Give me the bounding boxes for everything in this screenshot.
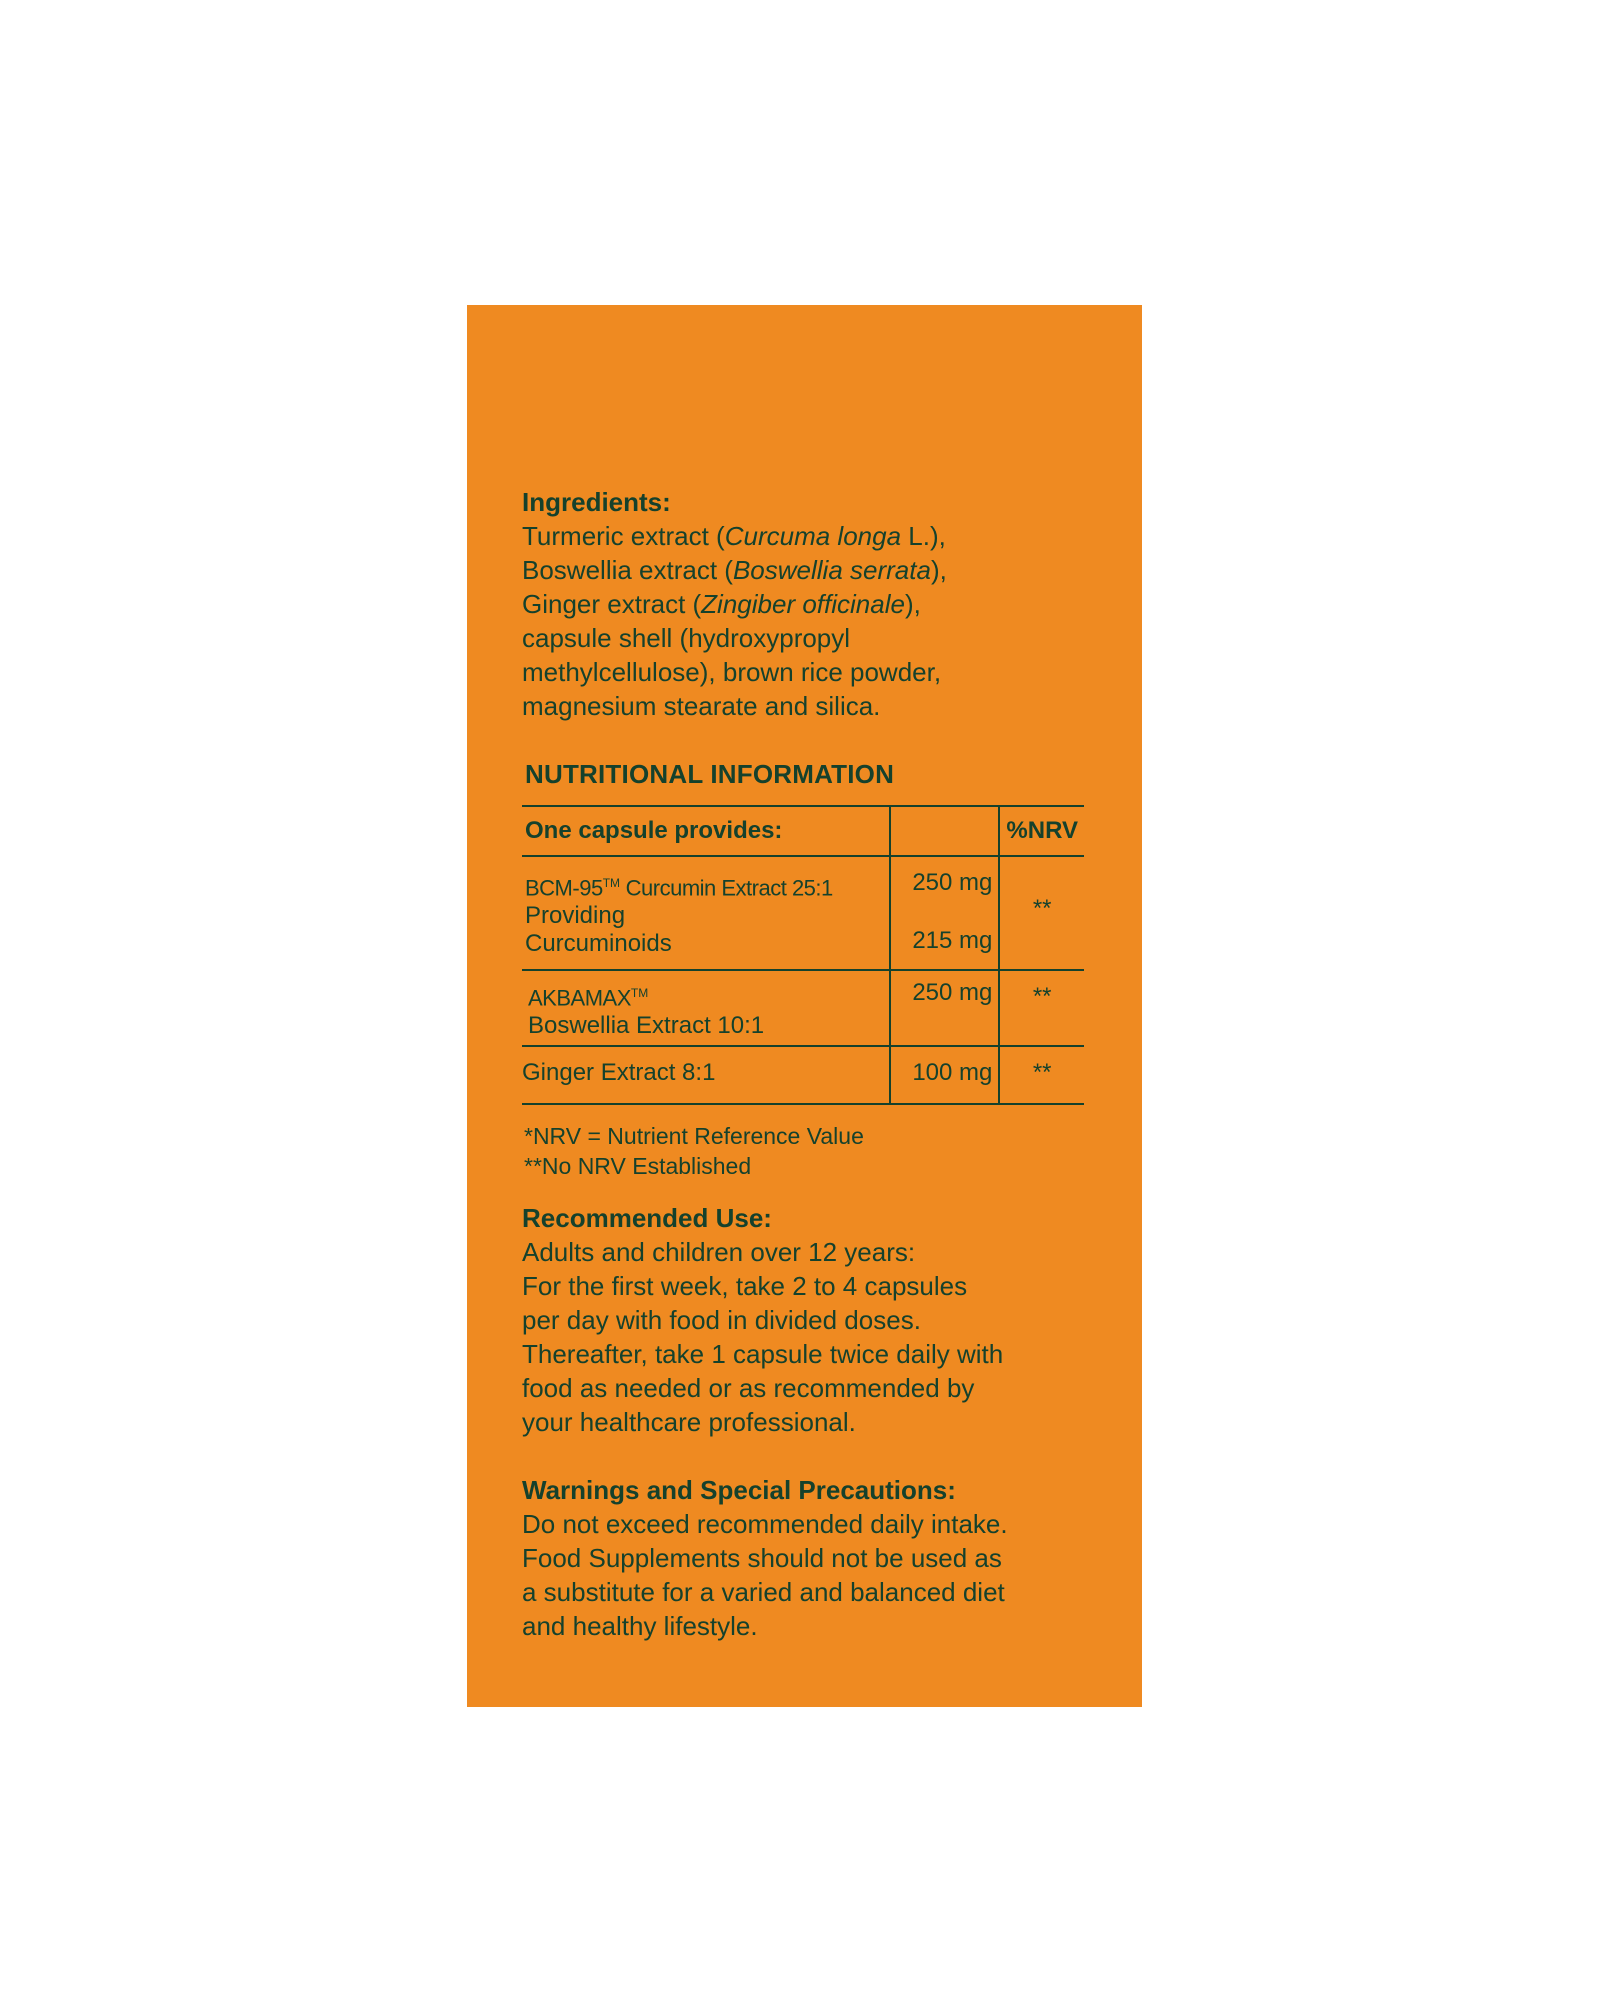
row-nrv-cell — [999, 970, 1084, 1046]
row-name: Ginger Extract 8:1 — [522, 1059, 716, 1086]
table-header-row — [522, 806, 1084, 856]
header-provides: One capsule provides: — [522, 806, 890, 856]
ingredients-heading: Ingredients: — [522, 487, 671, 517]
nutrition-table — [522, 805, 1084, 1105]
nutrition-title: NUTRITIONAL INFORMATION — [525, 759, 895, 789]
row-amount-cell — [890, 856, 1000, 970]
row-amount: 250 mg — [912, 979, 993, 1006]
row-name: BCM-95™ Curcumin Extract 25:1 — [525, 875, 833, 901]
warnings-heading: Warnings and Special Precautions: — [522, 1475, 956, 1505]
label-content — [522, 485, 1092, 1643]
recommended-line: your healthcare professional. — [522, 1407, 856, 1437]
row-nrv-cell — [999, 856, 1084, 970]
row-name-cell — [522, 970, 890, 1046]
row-amount-cell — [890, 970, 1000, 1046]
label-panel — [467, 305, 1142, 1707]
row-name-cell — [522, 856, 890, 970]
recommended-line: For the first week, take 2 to 4 capsules — [522, 1271, 968, 1301]
ingredients-line: Ginger extract (Zingiber officinale), — [522, 589, 921, 619]
warnings-line: and healthy lifestyle. — [522, 1611, 758, 1641]
row-name: AKBAMAX™ — [528, 985, 649, 1011]
warnings-line: a substitute for a varied and balanced diet — [522, 1577, 1005, 1607]
ingredients-line: methylcellulose), brown rice powder, — [522, 657, 942, 687]
table-row — [522, 970, 1084, 1046]
nrv-note: *NRV = Nutrient Reference Value — [524, 1123, 864, 1149]
recommended-line: per day with food in divided doses. — [522, 1305, 921, 1335]
row-amount: 215 mg — [912, 927, 993, 954]
row-amount: 250 mg — [912, 869, 993, 896]
ingredients-line: capsule shell (hydroxypropyl — [522, 623, 851, 653]
ingredients-text — [522, 519, 1092, 723]
row-nrv-cell — [999, 1046, 1084, 1104]
row-nrv: ** — [1032, 1059, 1052, 1086]
warnings-line: Food Supplements should not be used as — [522, 1543, 1002, 1573]
row-sub: Curcuminoids — [525, 930, 672, 958]
row-name-cell — [522, 1046, 890, 1104]
ingredients-line: Boswellia extract (Boswellia serrata), — [522, 555, 947, 585]
row-amount-cell — [890, 1046, 1000, 1104]
recommended-line: Thereafter, take 1 capsule twice daily with — [522, 1339, 1004, 1369]
row-amount: 100 mg — [912, 1059, 993, 1086]
ingredients-line: Turmeric extract (Curcuma longa L.), — [522, 521, 946, 551]
row-nrv: ** — [1032, 895, 1052, 922]
warnings-line: Do not exceed recommended daily intake. — [522, 1509, 1008, 1539]
row-sub: Boswellia Extract 10:1 — [528, 1012, 765, 1040]
recommended-heading: Recommended Use: — [522, 1203, 772, 1233]
header-amount — [890, 806, 1000, 856]
nrv-note: **No NRV Established — [524, 1153, 752, 1179]
nrv-notes — [522, 1121, 1092, 1181]
warnings-text — [522, 1507, 1092, 1643]
header-nrv: %NRV — [999, 806, 1084, 856]
ingredients-line: magnesium stearate and silica. — [522, 691, 881, 721]
recommended-line: Adults and children over 12 years: — [522, 1237, 916, 1267]
row-sub: Providing — [525, 902, 626, 930]
row-nrv: ** — [1032, 983, 1052, 1010]
recommended-text — [522, 1235, 1092, 1439]
table-row — [522, 856, 1084, 970]
table-row — [522, 1046, 1084, 1104]
recommended-line: food as needed or as recommended by — [522, 1373, 975, 1403]
